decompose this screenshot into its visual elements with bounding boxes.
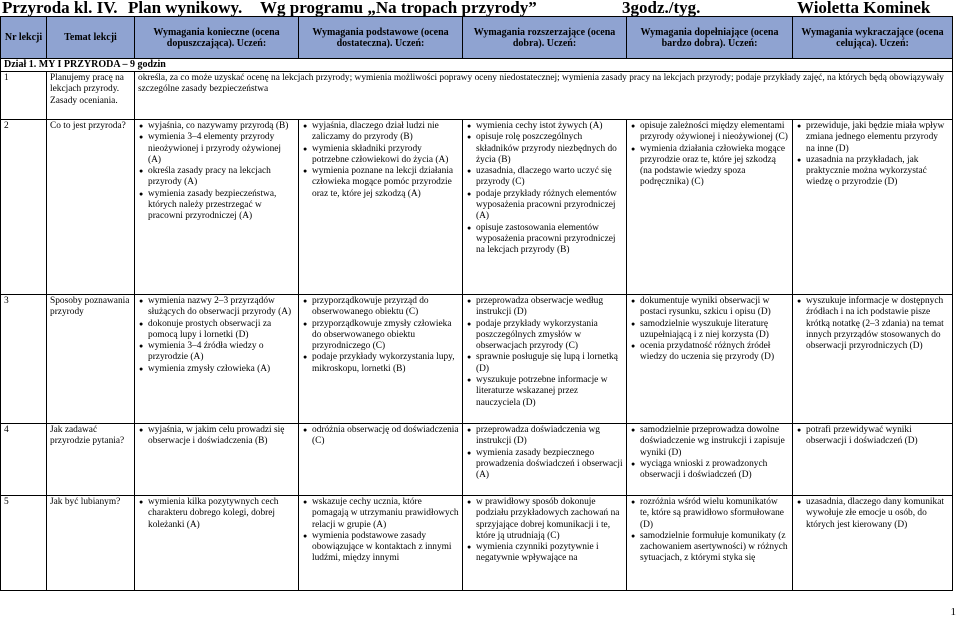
requirement-item: ● wyciąga wnioski z prowadzonych obserwacji i doświadczeń (D) — [640, 459, 789, 482]
requirement-item: ● w prawidłowy sposób dokonuje podziału przykładowych zachowań na sprzyjające dobrej komunikacji i te, które ją utrudniają (C) — [476, 497, 623, 542]
section-heading: Dział 1. MY I PRZYRODA – 9 godzin — [1, 59, 953, 72]
req-cell — [627, 295, 793, 424]
requirement-item: ● wymienia nazwy 2–3 przyrządów służących do obserwacji przyrody (A) — [148, 296, 295, 319]
table-row — [1, 295, 953, 424]
req-cell — [463, 424, 627, 496]
requirement-item: ● samodzielnie wyszukuje literaturę uzupełniającą i z niej korzysta (D) — [640, 319, 789, 342]
title-plan: Plan wynikowy. — [128, 0, 243, 17]
req-list — [796, 121, 949, 189]
req-cell — [299, 424, 463, 496]
req-list — [796, 497, 949, 531]
req-list — [302, 425, 459, 448]
table-row — [1, 120, 953, 295]
requirement-item: ● dokonuje prostych obserwacji za pomocą lupy i lornetki (D) — [148, 319, 295, 342]
lesson-number: 4 — [1, 424, 47, 496]
requirements-table — [0, 16, 953, 591]
req-cell — [135, 120, 299, 295]
req-cell — [299, 496, 463, 591]
title-program: Wg programu „Na tropach przyrody” — [260, 0, 537, 17]
req-list — [466, 121, 623, 257]
title-author: Wioletta Kominek — [797, 0, 931, 17]
requirement-item: ● wymienia zmysły człowieka (A) — [148, 364, 295, 375]
req-cell — [135, 295, 299, 424]
requirement-item: ● sprawnie posługuje się lupą i lornetką (D) — [476, 352, 623, 375]
requirement-item: ● wymienia poznane na lekcji działania człowieka mogące pomóc przyrodzie oraz te, które jej szkodzą (A) — [312, 166, 459, 200]
requirement-item: ● wyjaśnia, co nazywamy przyrodą (B) — [148, 121, 295, 132]
requirement-item: ● podaje przykłady wykorzystania poszczególnych zmysłów w obserwacjach przyrody (C) — [476, 319, 623, 353]
merged-requirements: określa, za co może uzyskać ocenę na lekcjach przyrody; wymienia możliwości poprawy oceny niedostatecznej; wymienia zasady pracy na lekcjach przyrody; podaje przykłady zajęć, na których będą obowiązywały szczególne zasady bezpieczeństwa — [135, 72, 953, 120]
requirement-item: ● potrafi przewidywać wyniki obserwacji i doświadczeń (D) — [806, 425, 949, 448]
requirement-item: ● przyporządkowuje przyrząd do obserwowanego obiektu (C) — [312, 296, 459, 319]
req-list — [630, 121, 789, 189]
req-cell — [135, 496, 299, 591]
table-row — [1, 424, 953, 496]
requirement-item: ● przeprowadza obserwacje według instrukcji (D) — [476, 296, 623, 319]
requirement-item: ● przyporządkowuje zmysły człowieka do obserwowanego obiektu przyrodniczego (C) — [312, 319, 459, 353]
req-list — [302, 121, 459, 200]
requirement-item: ● wymienia działania człowieka mogące przyrodzie oraz te, które jej szkodzą (na podstawie wiedzy spoza podręcznika) (C) — [640, 144, 789, 189]
req-list — [466, 425, 623, 481]
requirement-item: ● samodzielnie przeprowadza dowolne doświadczenie wg instrukcji i zapisuje wyniki (D) — [640, 425, 789, 459]
requirement-item: ● dokumentuje wyniki obserwacji w postaci rysunku, szkicu i opisu (D) — [640, 296, 789, 319]
req-cell — [463, 295, 627, 424]
req-cell — [135, 424, 299, 496]
lesson-topic: Sposoby poznawania przyrody — [47, 295, 135, 424]
req-list — [796, 296, 949, 352]
requirement-item: ● przewiduje, jaki będzie miała wpływ zmiana jednego elementu przyrody na inne (D) — [806, 121, 949, 155]
lesson-topic: Jak zadawać przyrodzie pytania? — [47, 424, 135, 496]
requirement-item: ● uzasadnia na przykładach, jak praktycznie można wykorzystać wiedzę o przyrodzie (D) — [806, 155, 949, 189]
requirement-item: ● wymienia cechy istot żywych (A) — [476, 121, 623, 132]
req-cell — [299, 120, 463, 295]
requirement-item: ● wymienia zasady bezpieczeństwa, których należy przestrzegać w pracowni przyrodniczej (A) — [148, 189, 295, 223]
req-cell — [463, 120, 627, 295]
title-subject: Przyroda kl. IV. — [2, 0, 118, 17]
req-cell — [793, 424, 953, 496]
header-wykraczajace: Wymagania wykraczające (ocena celująca). Uczeń: — [793, 17, 953, 59]
requirement-item: ● wyjaśnia, w jakim celu prowadzi się obserwacje i doświadczenia (B) — [148, 425, 295, 448]
lesson-topic: Planujemy pracę na lekcjach przyrody. Zasady oceniania. — [47, 72, 135, 120]
req-list — [630, 425, 789, 481]
requirement-item: ● podaje przykłady wykorzystania lupy, mikroskopu, lornetki (B) — [312, 352, 459, 375]
req-cell — [793, 295, 953, 424]
req-list — [138, 425, 295, 448]
title-hours: 3godz./tyg. — [622, 0, 701, 17]
req-list — [796, 425, 949, 448]
page-title — [0, 0, 960, 16]
lesson-number: 3 — [1, 295, 47, 424]
req-cell — [793, 496, 953, 591]
req-list — [138, 497, 295, 531]
requirement-item: ● wyjaśnia, dlaczego dział ludzi nie zaliczamy do przyrody (B) — [312, 121, 459, 144]
req-list — [138, 121, 295, 223]
req-cell — [793, 120, 953, 295]
req-cell — [299, 295, 463, 424]
requirement-item: ● uzasadnia, dlaczego warto uczyć się przyrody (C) — [476, 166, 623, 189]
lesson-number: 1 — [1, 72, 47, 120]
req-list — [466, 296, 623, 409]
req-list — [466, 497, 623, 565]
header-temat: Temat lekcji — [47, 17, 135, 59]
header-nr: Nr lekcji — [1, 17, 47, 59]
req-list — [302, 497, 459, 565]
req-cell — [463, 496, 627, 591]
requirement-item: ● podaje przykłady różnych elementów wyposażenia pracowni przyrodniczej (A) — [476, 189, 623, 223]
page-number: 1 — [950, 606, 956, 618]
requirement-item: ● opisuje zależności między elementami przyrody ożywionej i nieożywionej (C) — [640, 121, 789, 144]
requirement-item: ● wymienia składniki przyrody potrzebne człowiekowi do życia (A) — [312, 144, 459, 167]
requirement-item: ● przeprowadza doświadczenia wg instrukcji (D) — [476, 425, 623, 448]
requirement-item: ● wymienia zasady bezpiecznego prowadzenia doświadczeń i obserwacji (A) — [476, 448, 623, 482]
table-row — [1, 496, 953, 591]
lesson-number: 2 — [1, 120, 47, 295]
table-row — [1, 72, 953, 120]
lesson-topic: Co to jest przyroda? — [47, 120, 135, 295]
req-list — [630, 497, 789, 565]
requirement-item: ● wyszukuje potrzebne informacje w literaturze wskazanej przez nauczyciela (D) — [476, 375, 623, 409]
req-cell — [627, 496, 793, 591]
requirement-item: ● opisuje rolę poszczególnych składników przyrody niezbędnych do życia (B) — [476, 132, 623, 166]
requirement-item: ● wskazuje cechy ucznia, które pomagają w utrzymaniu prawidłowych relacji w grupie (A) — [312, 497, 459, 531]
requirement-item: ● rozróżnia wśród wielu komunikatów te, które są prawidłowo sformułowane (D) — [640, 497, 789, 531]
header-rozszerzajace: Wymagania rozszerzające (ocena dobra). Uczeń: — [463, 17, 627, 59]
requirement-item: ● wymienia kilka pozytywnych cech charakteru dobrego kolegi, dobrej koleżanki (A) — [148, 497, 295, 531]
requirement-item: ● wyszukuje informacje w dostępnych źródłach i na ich podstawie pisze krótką notatkę (2–3 zdania) na temat innych przyrządów stosowanych do obserwacji przyrodniczych (D) — [806, 296, 949, 352]
requirement-item: ● określa zasady pracy na lekcjach przyrody (A) — [148, 166, 295, 189]
req-cell — [627, 120, 793, 295]
requirement-item: ● samodzielnie formułuje komunikaty (z zachowaniem asertywności) w różnych sytuacjach, z którymi styka się — [640, 531, 789, 565]
requirement-item: ● wymienia czynniki pozytywnie i negatywnie wpływające na — [476, 542, 623, 565]
header-konieczne: Wymagania konieczne (ocena dopuszczająca). Uczeń: — [135, 17, 299, 59]
requirement-item: ● wymienia 3–4 elementy przyrody nieożywionej i przyrody ożywionej (A) — [148, 132, 295, 166]
lesson-topic: Jak być lubianym? — [47, 496, 135, 591]
lesson-number: 5 — [1, 496, 47, 591]
requirement-item: ● odróżnia obserwację od doświadczenia (C) — [312, 425, 459, 448]
req-cell — [627, 424, 793, 496]
req-list — [630, 296, 789, 364]
requirement-item: ● ocenia przydatność różnych źródeł wiedzy do uczenia się przyrody (D) — [640, 341, 789, 364]
requirement-item: ● wymienia podstawowe zasady obowiązujące w kontaktach z innymi ludźmi, między innymi — [312, 531, 459, 565]
req-list — [302, 296, 459, 375]
header-dopelniajace: Wymagania dopełniające (ocena bardzo dobra). Uczeń: — [627, 17, 793, 59]
requirement-item: ● opisuje zastosowania elementów wyposażenia pracowni przyrodniczej na lekcjach przyrody (B) — [476, 223, 623, 257]
header-podstawowe: Wymagania podstawowe (ocena dostateczna). Uczeń: — [299, 17, 463, 59]
requirement-item: ● uzasadnia, dlaczego dany komunikat wywołuje złe emocje u osób, do których jest kierowany (D) — [806, 497, 949, 531]
requirement-item: ● wymienia 3–4 źródła wiedzy o przyrodzie (A) — [148, 341, 295, 364]
req-list — [138, 296, 295, 375]
